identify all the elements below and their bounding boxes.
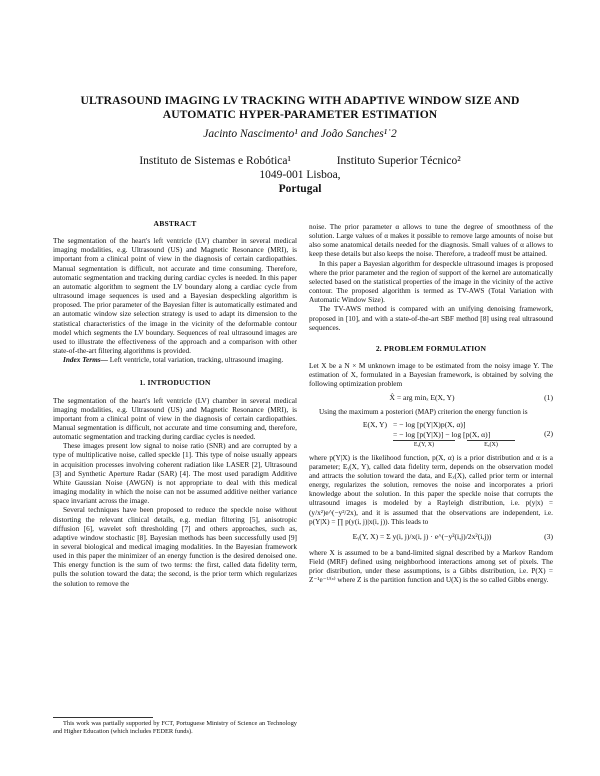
right-paragraph-1: noise. The prior parameter α allows to tune the degree of smoothness of the solution. Large values of α makes it possible to remove large amounts of noise but also some anatomical details needed for the diagnosis. Small values of α allows to keep these details but also keeps the noise. Therefore, a tradeoff must be attained. [309, 222, 553, 259]
index-terms [53, 355, 297, 364]
title-line-2: AUTOMATIC HYPER-PARAMETER ESTIMATION [162, 108, 438, 121]
equation-1-number: (1) [544, 392, 553, 402]
paper-title [40, 94, 560, 122]
index-terms-text: Left ventricle, total variation, tracking, ultrasound imaging. [107, 355, 284, 365]
footnote-rule [53, 717, 153, 718]
equation-2-lhs: E(X, Y) [362, 419, 387, 429]
equation-3-number: (3) [544, 531, 553, 541]
abstract-heading: ABSTRACT [153, 219, 197, 228]
affiliations [0, 154, 600, 196]
abstract-text: The segmentation of the heart's left ventricle (LV) chamber in several medical imaging modalities, e.g. Ultrasound (US) and Magnetic Resonance (MRI), is important from a clinical point of view in the diagnosis of certain cardiopathies. Manual segmentation is difficult, not accurate and time consuming. Therefore, automatic segmentation and tracking during cardiac cycles is needed. In this paper an automatic algorithm to segment the LV boundary along a cardiac cycle from ultrasound image sequences is used and a Bayesian despeckling algorithm is proposed. The prior parameter of the Bayesian filter is automatically estimated and an automatic window size selection strategy is used to adapt its dimension to the statistical characteristics of the image in the vicinity of the deformable contour model which segments the LV boundary. Sequences of real ultrasound images are used to illustrate the effectiveness of the approach and a comparison with other state-of-the-art filtering algorithms is provided. [53, 236, 297, 356]
authors: Jacinto Nascimento¹ and João Sanches¹˙2 [203, 128, 397, 140]
index-terms-label: Index Terms— [63, 355, 108, 365]
problem-paragraph-1: Let X be a N × M unknown image to be estimated from the noisy image Y. The estimation of X, formulated in a Bayesian framework, is obtained by solving the following optimization problem [309, 361, 553, 389]
problem-paragraph-3: where p(Y|X) is the likelihood function, p(X, α) is a prior distribution and α is a parameter; Eᵧ(X, Y), called data fidelity term, depends on the observation model and attracts the solution toward the data, and Eₓ(X), called prior term or internal energy, regularizes the solution, removes the noise and incorporates a priori knowledge about the solution. In this paper the speckle noise that corrupts the ultrasound images is modeled by a Rayleigh distribution, i.e. p(y|x) = (y/x²)e^(−y²/2x), and it is assumed that the observations are independent, i.e. p(Y|X) = ∏ p(y(i, j)|x(i, j)). This leads to [309, 452, 553, 526]
equation-2-underbrace-1: Eᵧ(Y, X) [393, 440, 455, 449]
affiliation-left: Instituto de Sistemas e Robótica¹ [139, 155, 291, 167]
intro-paragraph-3: Several techniques have been proposed to reduce the speckle noise without distorting the relevant clinical details, e.g. median filtering [5], anisotropic diffusion [6], wavelet soft thresholding [7] and others approaches, such as, adaptive window stochastic [8]. Bayesian methods has been successfully used [9] in several biological and medical imaging modalities. In the Bayesian framework used in this paper the minimizer of an energy function is the desired denoised one. This energy function is the sum of two terms: the first, called data fidelity term, pulls the solution toward the data; the second, is the prior term which regularizes the solution to remove the [53, 505, 297, 588]
title-line-1: ULTRASOUND IMAGING LV TRACKING WITH ADAPTIVE WINDOW SIZE AND [80, 94, 520, 107]
equation-2-line-2: = − log [p(Y|X)] − log [p(X, α)] [393, 429, 491, 439]
problem-heading: 2. PROBLEM FORMULATION [375, 343, 487, 353]
affiliation-country: Portugal [278, 183, 322, 195]
equation-2-underbrace-2: Eₓ(X) [467, 440, 515, 449]
equation-1-body: X̂ = arg minₓ E(X, Y) [389, 392, 455, 402]
equation-2-line-1: = − log [p(Y|X)p(X, α)] [393, 419, 466, 429]
right-paragraph-2: In this paper a Bayesian algorithm for despeckle ultrasound images is proposed where the prior parameter and the region of support of the kernel are automatically selected based on the statistical properties of the image in the vicinity of the active contour. The proposed algorithm is termed as TV-AWS (Total Variation with Automatic Window Size). [309, 258, 553, 305]
intro-paragraph-2: These images present low signal to noise ratio (SNR) and are corrupted by a type of multiplicative noise, called speckle [1]. This type of noise usually appears in acquisition processes involving coherent radiation like LASER [2], Ultrasound [3] and Synthetic Aperture Radar (SAR) [4]. The most used paradigm Additive White Gaussian Noise (AWGN) is not appropriate to deal with this medical imaging modality in which the noise can not be assumed additive neither variance space invariant across the image. [53, 441, 297, 506]
equation-2 [309, 420, 553, 449]
affiliation-city: 1049-001 Lisboa, [259, 169, 341, 181]
problem-paragraph-4: where X is assumed to be a band-limited signal described by a Markov Random Field (MRF) defined using neighborhood interactions among set of pixels. The prior distribution, under these assumptions, is a Gibbs distribution, i.e. P(X) = Z⁻¹e⁻ᵁ⁽ˣ⁾ where Z is the partition function and U(X) is the so called Gibbs energy. [309, 547, 553, 585]
equation-1 [309, 393, 553, 403]
footnote: This work was partially supported by FCT, Portuguese Ministry of Science an Technology and Higher Education (which includes FEDER funds). [53, 720, 297, 735]
right-paragraph-3: The TV-AWS method is compared with an unifying denoising framework, proposed in [10], and with a state-of-the-art SBF method [8] using real ultrasound sequences. [309, 304, 553, 332]
equation-3 [309, 532, 553, 542]
equation-2-number: (2) [544, 429, 553, 439]
equation-3-body: Eᵧ(Y, X) = Σ y(i, j)/x(i, j) · e^(−y²(i,j)/2x²(i,j)) [352, 531, 492, 541]
problem-paragraph-2: Using the maximum a posteriori (MAP) criterion the energy function is [319, 406, 528, 416]
left-column [53, 219, 297, 588]
introduction-heading: 1. INTRODUCTION [139, 378, 211, 388]
intro-paragraph-1: The segmentation of the heart's left ventricle (LV) chamber in several medical imaging modalities, e.g. Ultrasound (US) and Magnetic Resonance (MRI), is important from a clinical point of view in the diagnosis of certain cardiopathies. Manual segmentation is difficult, not accurate and time consuming and, therefore, automatic segmentation and tracking during cardiac cycles is needed. [53, 395, 297, 442]
right-column [309, 222, 553, 585]
affiliation-right: Instituto Superior Técnico² [336, 155, 461, 167]
